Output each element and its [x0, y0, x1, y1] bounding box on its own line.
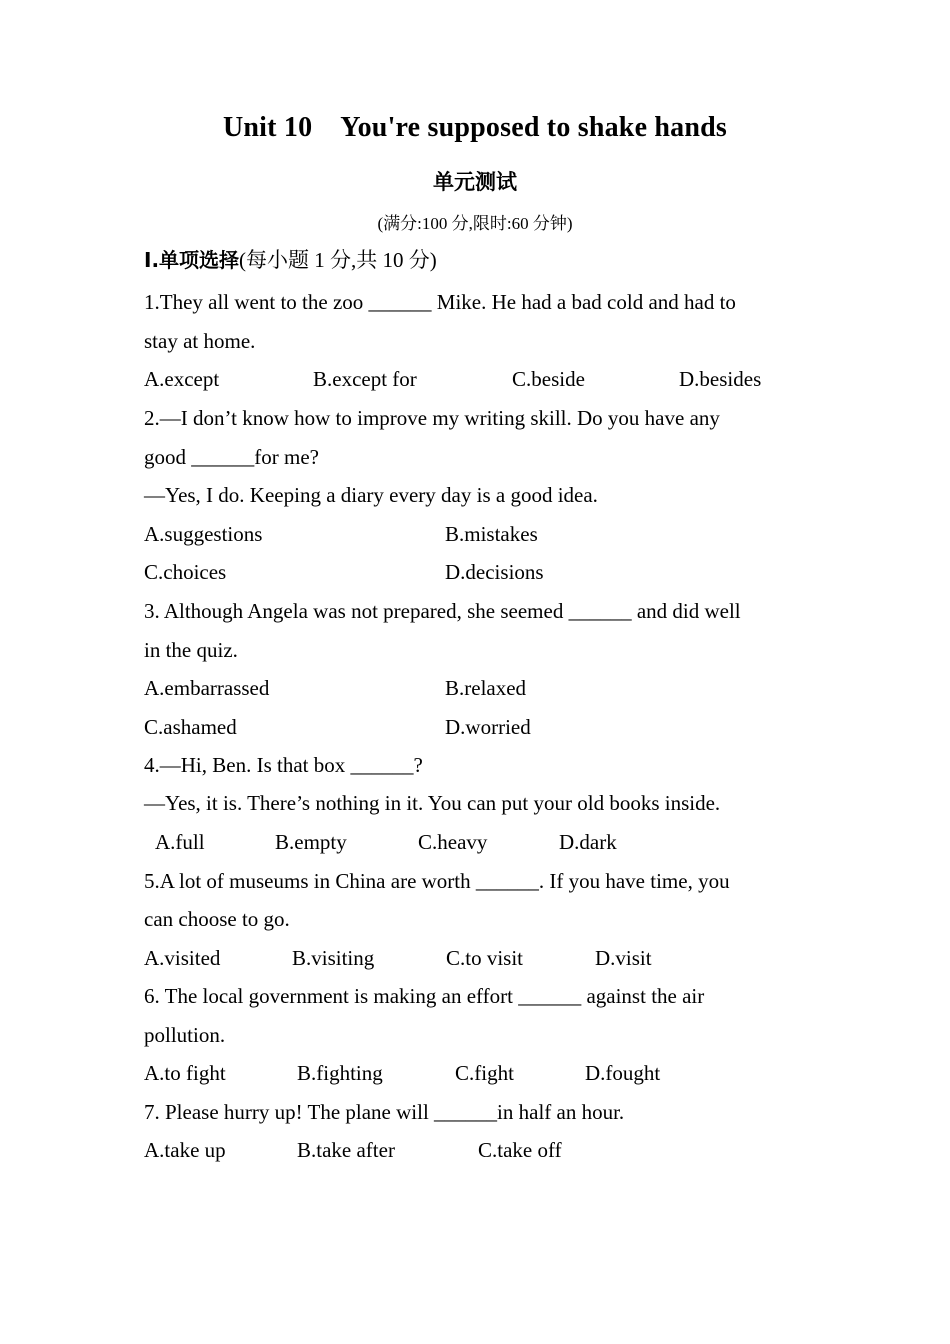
option-d: D.besides [679, 367, 762, 391]
option-b: B.except for [313, 367, 417, 391]
unit-topic: You're supposed to shake hands [340, 112, 728, 143]
question-stem-line: 6. The local government is making an effort ______ against the air [144, 984, 705, 1008]
question-stem-line: 2.—I don’t know how to improve my writing skill. Do you have any [144, 406, 720, 430]
option-c: C.choices [144, 560, 227, 584]
question-stem-line: 4.—Hi, Ben. Is that box ______? [144, 753, 423, 777]
option-b: B.take after [297, 1138, 395, 1162]
question-stem-line: 5.A lot of museums in China are worth ______. If you have time, you [144, 869, 730, 893]
question-stem-line: can choose to go. [144, 907, 290, 931]
question-stem-line: pollution. [144, 1023, 226, 1047]
score-time-info: (满分:100 分,限时:60 分钟) [377, 214, 573, 233]
option-c: C.beside [512, 367, 585, 391]
option-c: C.heavy [418, 830, 488, 854]
option-d: D.decisions [445, 560, 544, 584]
question-stem-line: 1.They all went to the zoo ______ Mike. He had a bad cold and had to [144, 290, 736, 314]
question-stem-line: 7. Please hurry up! The plane will ______in half an hour. [144, 1100, 625, 1124]
question-stem-line: in the quiz. [144, 638, 238, 662]
section-label: I.单项选择 [144, 248, 240, 272]
option-d: D.worried [445, 715, 531, 739]
page-title [0, 112, 950, 144]
question-stem-line: —Yes, it is. There’s nothing in it. You can put your old books inside. [144, 791, 721, 815]
option-b: B.relaxed [445, 676, 527, 700]
unit-number: Unit 10 [222, 112, 313, 143]
option-c: C.ashamed [144, 715, 237, 739]
option-c: C.fight [455, 1061, 514, 1085]
option-b: B.mistakes [445, 522, 538, 546]
question-stem-line: —Yes, I do. Keeping a diary every day is a good idea. [144, 483, 598, 507]
section-note: (每小题 1 分,共 10 分) [239, 248, 437, 272]
option-b: B.empty [275, 830, 347, 854]
option-a: A.to fight [144, 1061, 226, 1085]
option-b: B.visiting [292, 946, 375, 970]
option-a: A.full [155, 830, 205, 854]
option-a: A.visited [144, 946, 221, 970]
option-a: A.suggestions [144, 522, 263, 546]
question-stem-line: 3. Although Angela was not prepared, she seemed ______ and did well [144, 599, 741, 623]
question-stem-line: stay at home. [144, 329, 256, 353]
option-d: D.dark [559, 830, 617, 854]
page-subtitle: 单元测试 [433, 170, 517, 194]
section-heading [144, 247, 437, 273]
question-stem-line: good ______for me? [144, 445, 319, 469]
option-c: C.to visit [446, 946, 524, 970]
option-d: D.fought [585, 1061, 661, 1085]
option-a: A.embarrassed [144, 676, 270, 700]
option-d: D.visit [595, 946, 652, 970]
option-b: B.fighting [297, 1061, 383, 1085]
option-a: A.take up [144, 1138, 226, 1162]
option-c: C.take off [478, 1138, 562, 1162]
option-a: A.except [144, 367, 220, 391]
